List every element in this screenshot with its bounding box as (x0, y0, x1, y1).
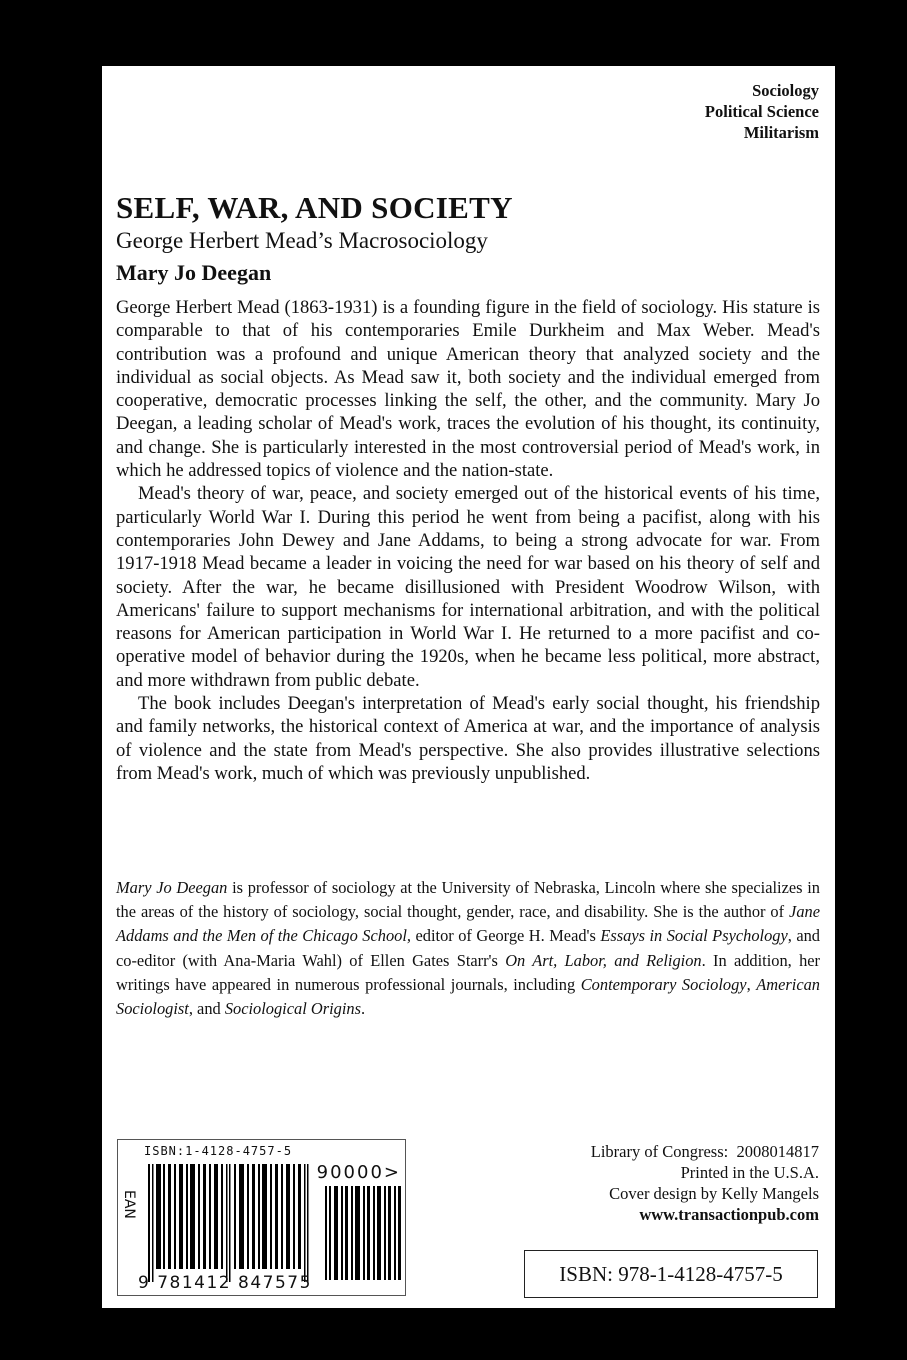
description-paragraph: The book includes Deegan's interpretation of Mead's early social thought, his friendship and family networks, the historical context of America at war, and the importance of analysis of violence and the state from Mead's perspective. She also provides illustrative selections from Mead's work, much of which was previously unpublished. (116, 693, 820, 784)
bio-text: , and co-editor (with Ana-Maria Wahl) of Ellen Gates Starr's (116, 926, 820, 970)
bio-text: . (360, 999, 366, 1019)
library-of-congress: Library of Congress: 2008014817 (590, 1142, 819, 1161)
bio-book-title: Jane Addams and the Men of the Chicago School, (116, 902, 820, 946)
publisher-info (591, 1141, 819, 1225)
book-description (116, 296, 820, 785)
book-title: SELF, WAR, AND SOCIETY (116, 190, 513, 225)
bio-journal-title: Sociological Origins (224, 999, 361, 1019)
barcode-box (117, 1139, 406, 1296)
book-subtitle: George Herbert Mead’s Macrosociology (116, 228, 488, 253)
bio-text: is professor of sociology at the University of Nebraska, Lincoln where she specializes in the areas of the history of sociology, social thought, gender, race, and disability. She is the author of (116, 878, 820, 922)
author-bio (116, 876, 820, 1021)
bio-text: . In addition, her writings have appeared in numerous professional journals, including (116, 950, 820, 994)
subject-political-science: Political Science (704, 102, 819, 121)
printed-in: Printed in the U.S.A. (680, 1163, 819, 1182)
publisher-url[interactable]: www.transactionpub.com (639, 1205, 819, 1224)
subject-sociology: Sociology (752, 81, 819, 100)
description-paragraph: Mead's theory of war, peace, and society emerged out of the historical events of his time, particularly World War I. During this period he went from being a pacifist, along with his contemporaries John Dewey and Jane Addams, to being a strong advocate for war. From 1917-1918 Mead became a leader in voicing the need for war based on his theory of self and society. After the war, he became disillusioned with President Woodrow Wilson, with Americans' failure to support mechanisms for international arbitration, and with the political reasons for American participation in World War I. He returned to a more pacifist and co-operative model of behavior during the 1920s, when he became less political, more abstract, and more withdrawn from public debate. (116, 483, 820, 691)
bio-book-title: On Art, Labor, and Religion (505, 950, 702, 970)
bio-book-title: Essays in Social Psychology (600, 926, 788, 946)
bio-text: editor of George H. Mead's (411, 926, 601, 946)
subject-militarism: Militarism (743, 123, 819, 142)
book-author: Mary Jo Deegan (116, 260, 272, 285)
bio-journal-title: American Sociologist (116, 974, 820, 1019)
bio-journal-title: Contemporary Sociology (580, 974, 747, 994)
price-code: 90000> (316, 1162, 401, 1183)
ean-barcode-icon (148, 1164, 310, 1282)
bio-author-name: Mary Jo Deegan (116, 878, 228, 897)
bio-text: , and (188, 999, 225, 1019)
back-cover-page (102, 66, 835, 1308)
isbn-box: ISBN: 978-1-4128-4757-5 (524, 1250, 818, 1298)
barcode-isbn-text: ISBN:1-4128-4757-5 (144, 1144, 293, 1158)
ean-digits: 9 781412 847575 (138, 1273, 312, 1293)
bio-text: , (746, 974, 757, 994)
subject-categories (705, 80, 819, 143)
addon-barcode-icon (325, 1186, 405, 1280)
ean-label: EAN (121, 1190, 137, 1219)
description-paragraph: George Herbert Mead (1863-1931) is a founding figure in the field of sociology. His stature is comparable to that of his contemporaries Emile Durkheim and Max Weber. Mead's contribution was a profound and unique American theory that analyzed society and the individual as social objects. As Mead saw it, both society and the individual emerged from cooperative, democratic processes linking the self, the other, and the community. Mary Jo Deegan, a leading scholar of Mead's work, traces the evolution of his thought, its continuity, and change. She is particularly interested in the most controversial period of Mead's work, in which he addressed topics of violence and the nation-state. (116, 297, 820, 482)
cover-design-credit: Cover design by Kelly Mangels (609, 1184, 819, 1203)
